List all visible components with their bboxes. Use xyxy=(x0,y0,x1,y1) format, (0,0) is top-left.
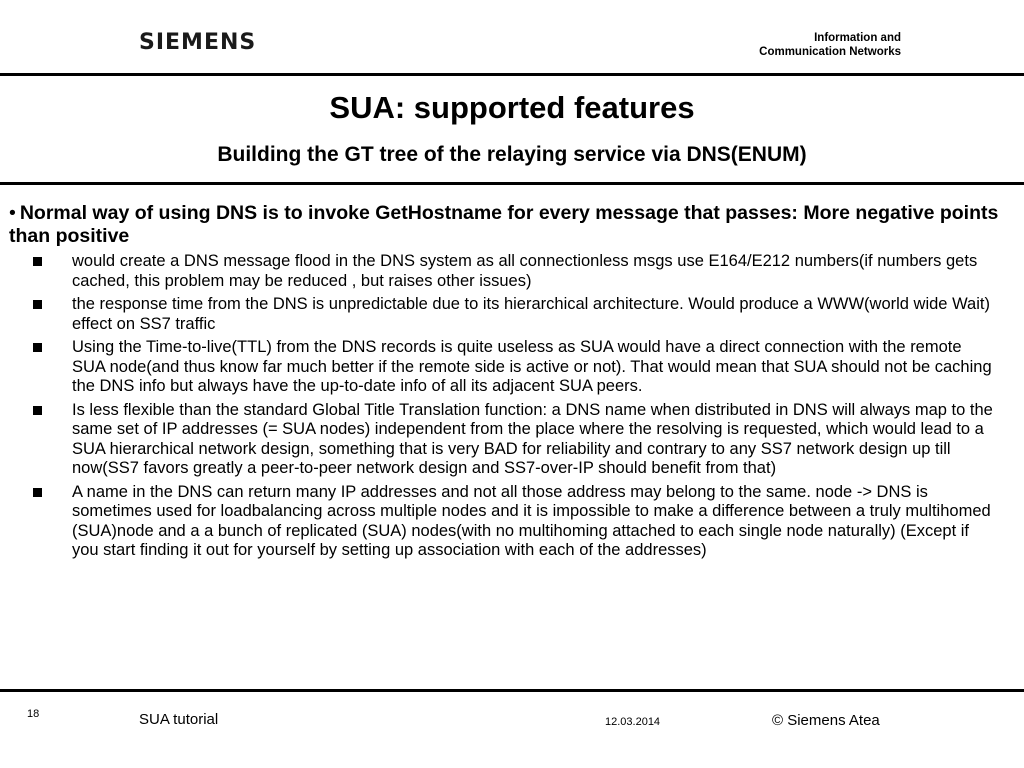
lead-bullet-item xyxy=(9,202,1009,248)
list-item xyxy=(9,483,1009,561)
list-item-text: Using the Time-to-live(TTL) from the DNS records is quite useless as SUA would have a direct connection with the remote SUA node(and thus know far much better if the remote side is active or not). That would mean that SUA should not be caching the DNS info but always have the up-to-date info of all its adjacent SUA peers. xyxy=(72,338,992,395)
list-item-text: A name in the DNS can return many IP addresses and not all those address may belong to the same. node -> DNS is sometimes used for loadbalancing across multiple nodes and it is impossible to make a difference between a truly multihomed (SUA)node and a a bunch of replicated (SUA) nodes(with no multihoming attached to each single node naturally) (Except if you start finding it out for yourself by setting up association with each of the addresses) xyxy=(72,482,991,559)
square-bullet-icon xyxy=(33,300,42,309)
slide-subtitle: Building the GT tree of the relaying service via DNS(ENUM) xyxy=(217,143,807,166)
division-name xyxy=(759,31,901,59)
slide-title: SUA: supported features xyxy=(329,90,695,125)
siemens-logo: SIEMENS xyxy=(139,30,257,55)
list-item xyxy=(9,252,1009,291)
division-line-1: Information and xyxy=(814,32,901,44)
list-item-text: Is less flexible than the standard Global Title Translation function: a DNS name when distributed in DNS will always map to the same set of IP addresses (= SUA nodes) independent from the place where the resolving is requested, which would lead to a SUA hierarchical network design, something that is very BAD for reliability and contrary to any SS7 network design up till now(SS7 favors greatly a peer-to-peer network design and SS7-over-IP should benefit from that) xyxy=(72,400,993,477)
list-item xyxy=(9,295,1009,334)
square-bullet-icon xyxy=(33,406,42,415)
title-divider xyxy=(0,182,1024,185)
list-item-text: would create a DNS message flood in the DNS system as all connectionless msgs use E164/E212 numbers(if numbers gets cached, this problem may be reduced , but raises other issues) xyxy=(72,252,978,290)
square-bullet-icon xyxy=(33,257,42,266)
list-item xyxy=(9,401,1009,479)
header-divider xyxy=(0,73,1024,76)
presentation-name: SUA tutorial xyxy=(139,711,219,728)
footer-date: 12.03.2014 xyxy=(605,716,661,728)
copyright-notice: © Siemens Atea xyxy=(772,712,880,729)
page-number: 18 xyxy=(27,708,40,720)
square-bullet-icon xyxy=(33,343,42,352)
list-item-text: the response time from the DNS is unpredictable due to its hierarchical architecture. Would produce a WWW(world wide Wait) effect on SS7 traffic xyxy=(72,295,990,333)
list-item xyxy=(9,338,1009,397)
slide-body xyxy=(9,202,1009,565)
square-bullet-icon xyxy=(33,488,42,497)
sub-bullet-list xyxy=(9,252,1009,561)
footer-divider xyxy=(0,689,1024,692)
division-line-2: Communication Networks xyxy=(759,46,901,58)
bullet-dot: • xyxy=(9,202,16,224)
lead-bullet-text: Normal way of using DNS is to invoke GetHostname for every message that passes: More negative points than positive xyxy=(9,202,999,247)
